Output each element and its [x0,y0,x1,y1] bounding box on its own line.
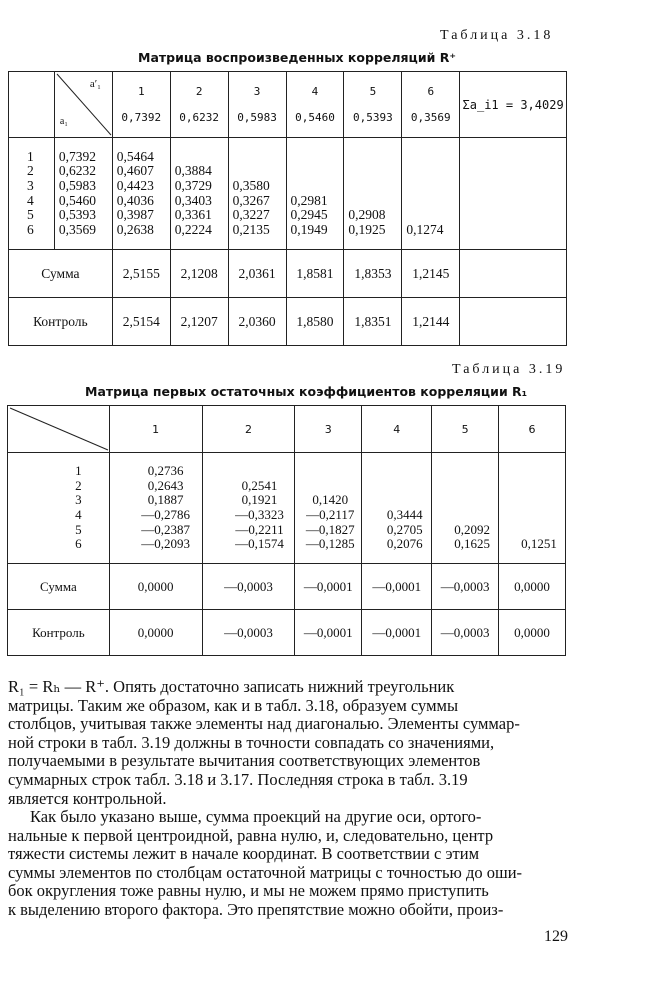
text-line: R₁ = Rₕ — R⁺. Опять достаточно записать нижний треугольник [8,677,455,696]
sum-cell: 2,5155 [112,250,170,298]
control-row-label: Контроль [8,610,110,656]
col-header-2: 2 0,6232 [170,72,228,138]
col-header-3: 3 0,5983 [228,72,286,138]
sum-cell: —0,0003 [432,564,499,610]
control-cell: 0,0000 [109,610,202,656]
control-cell: —0,0001 [362,610,432,656]
control-cell: 2,1207 [170,298,228,346]
matrix-col-5: 0,2908 0,1925 [344,138,402,250]
sum-cell: 2,1208 [170,250,228,298]
table-3-18-title: Матрица воспроизведенных корреляций R⁺ [138,50,456,65]
col-header-4: 4 [362,406,432,453]
col-header-3: 3 [295,406,362,453]
col-header-1: 1 0,7392 [112,72,170,138]
text-line: нальные к первой центроидной, равна нулю, и, следовательно, центр [8,825,494,845]
sum-cell: 0,0000 [109,564,202,610]
table-3-19 [7,405,566,656]
control-row-blank [460,298,567,346]
text-line: получаемыми в результате вычитания соответствующих элементов [8,751,481,771]
sum-cell: 1,8353 [344,250,402,298]
text-line: к выделению второго фактора. Это препятствие можно обойти, произ- [8,899,504,919]
sum-row-label: Сумма [8,564,110,610]
matrix-col-3: 0,3580 0,3267 0,3227 0,2135 [228,138,286,250]
paragraph-1 [8,678,568,808]
text-line: столбцов, учитывая также элементы над диагональю. Элементы суммар- [8,714,520,734]
col-header-5: 5 [432,406,499,453]
col-header-6: 6 0,3569 [402,72,460,138]
matrix-col-4: 0,3444 0,2705 0,2076 [362,453,432,564]
control-cell: 2,5154 [112,298,170,346]
row-numbers: 1 2 3 4 5 6 [8,453,110,564]
col-header-4: 4 0,5460 [286,72,344,138]
control-cell: 1,8580 [286,298,344,346]
text-line: ной строки в табл. 3.19 должны в точности совпадать со значениями, [8,732,495,752]
text-line: Как было указано выше, сумма проекций на другие оси, ортого- [30,807,482,826]
text-line: матрицы. Таким же образом, как и в табл. 3.18, образуем суммы [8,695,459,715]
page-number: 129 [544,928,568,945]
corner-top-label: a′₁ [89,78,102,90]
control-cell: —0,0001 [295,610,362,656]
row-numbers: 1 2 3 4 5 6 [9,138,55,250]
control-row-label: Контроль [9,298,113,346]
text-line: является контрольной. [8,788,167,808]
sum-row-label: Сумма [9,250,113,298]
diagonal-line [8,406,110,452]
matrix-col-6: 0,1274 [402,138,460,250]
diagonal-line [55,72,113,137]
table-3-18-label: Таблица 3.18 [440,28,554,43]
sum-cell: 1,2145 [402,250,460,298]
sum-cell: 2,0361 [228,250,286,298]
matrix-col-4: 0,2981 0,2945 0,1949 [286,138,344,250]
text-line: бок округления тоже равны нулю, и мы не можем прямо приступить [8,881,489,901]
control-cell: 0,0000 [499,610,566,656]
sum-cell: —0,0001 [295,564,362,610]
sum-column-blank [460,138,567,250]
sum-cell: —0,0001 [362,564,432,610]
sum-cell: 0,0000 [499,564,566,610]
matrix-col-2: 0,3884 0,3729 0,3403 0,3361 0,2224 [170,138,228,250]
corner-blank [9,72,55,138]
col-header-1: 1 [109,406,202,453]
corner-bottom-label: a₁ [59,116,68,127]
sum-cell: —0,0003 [202,564,295,610]
col-header-6: 6 [499,406,566,453]
control-cell: 1,8351 [344,298,402,346]
sum-cell: 1,8581 [286,250,344,298]
matrix-col-3: 0,1420 —0,2117 —0,1827 —0,1285 [295,453,362,564]
corner-header [54,72,112,138]
col-header-2: 2 [202,406,295,453]
matrix-col-2: 0,2541 0,1921 —0,3323 —0,2211 —0,1574 [202,453,295,564]
control-cell: —0,0003 [432,610,499,656]
matrix-col-1: 0,5464 0,4607 0,4423 0,4036 0,3987 0,2638 [112,138,170,250]
control-cell: 1,2144 [402,298,460,346]
corner-header [8,406,110,453]
matrix-col-6: 0,1251 [499,453,566,564]
control-cell: 2,0360 [228,298,286,346]
text-line: суммы элементов по столбцам остаточной матрицы с точностью до оши- [8,862,523,882]
col-header-5: 5 0,5393 [344,72,402,138]
table-3-19-label: Таблица 3.19 [452,362,566,377]
matrix-col-5: 0,2092 0,1625 [432,453,499,564]
row-a-values: 0,7392 0,6232 0,5983 0,5460 0,5393 0,3569 [54,138,112,250]
table-3-19-title: Матрица первых остаточных коэффициентов корреляции R₁ [85,384,528,399]
sum-header: Σa_i1 = 3,4029 [460,72,567,138]
text-line: тяжести системы лежит в начале координат. В соответствии с этим [8,844,480,864]
matrix-col-1: 0,2736 0,2643 0,1887 —0,2786 —0,2387 —0,2093 [109,453,202,564]
text-line: суммарных строк табл. 3.18 и 3.17. Последняя строка в табл. 3.19 [8,769,468,789]
table-3-18 [8,71,567,346]
paragraph-2 [8,808,568,920]
sum-row-blank [460,250,567,298]
control-cell: —0,0003 [202,610,295,656]
